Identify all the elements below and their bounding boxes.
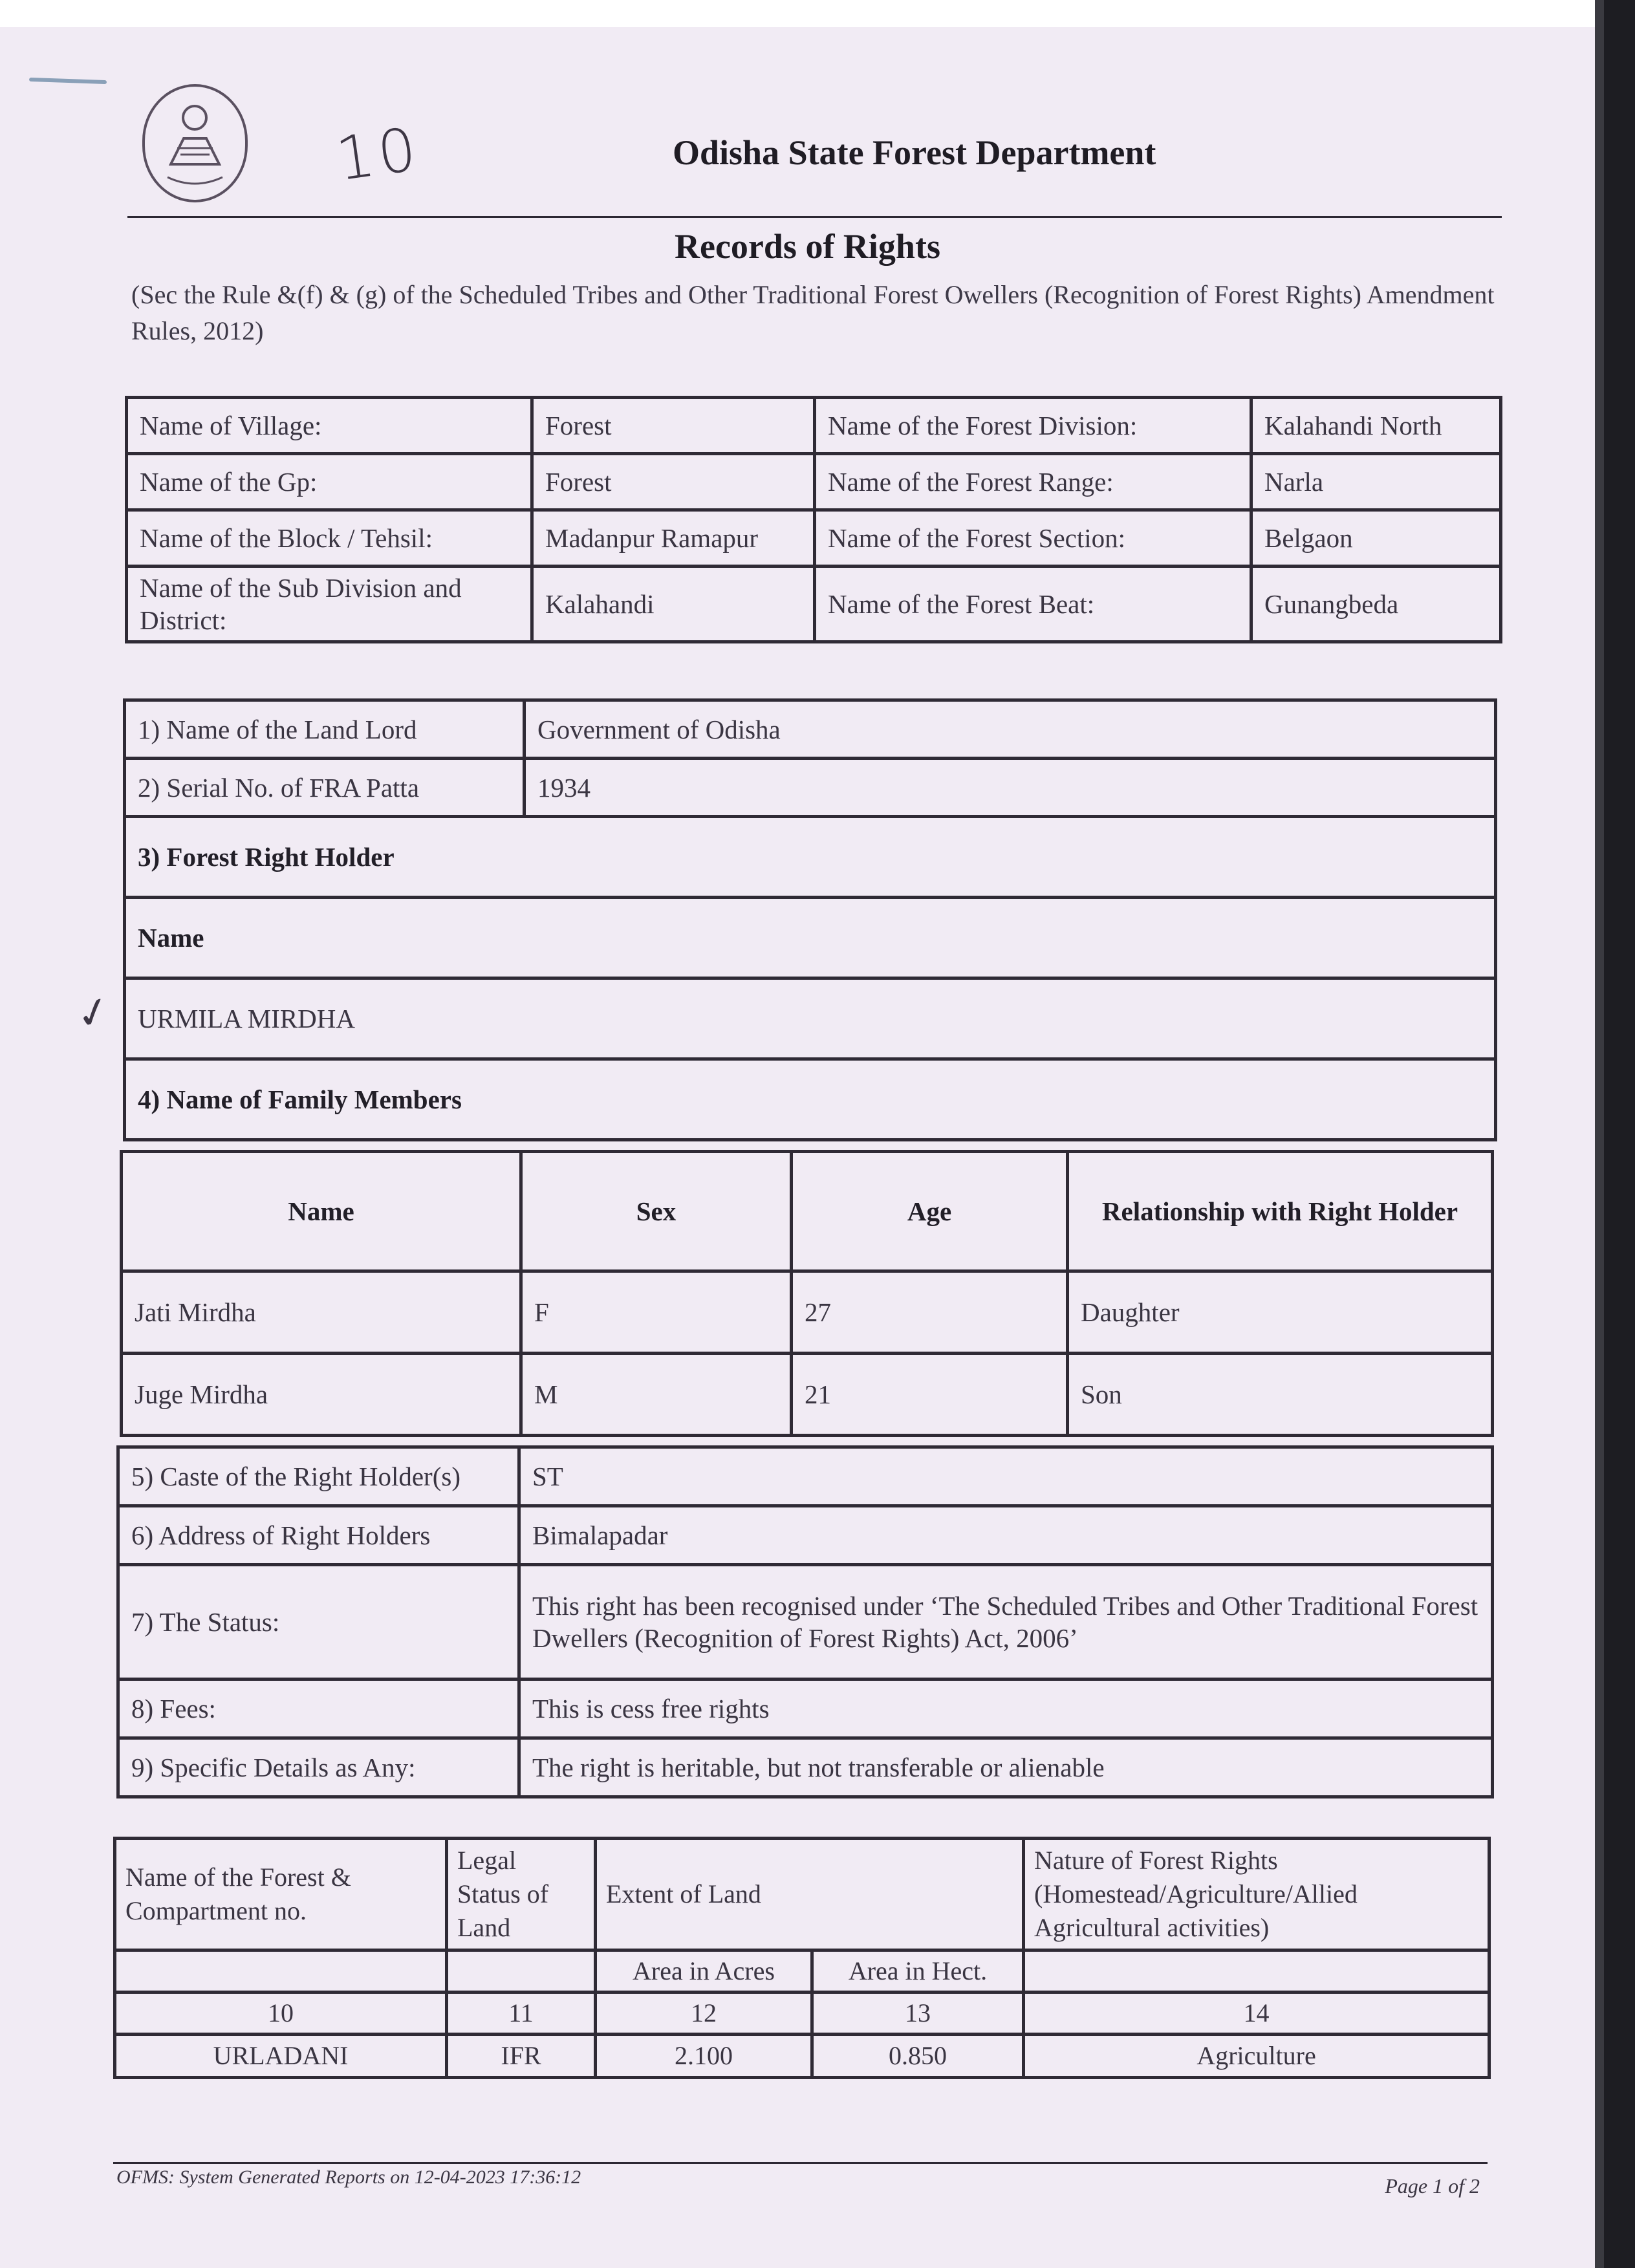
field-label: Name of the Sub Division and District: [127, 567, 532, 642]
details-table [116, 1445, 1494, 1798]
staple-pin [29, 78, 107, 84]
fees-row [118, 1679, 1493, 1738]
field-value: 1934 [525, 759, 1496, 817]
field-value: Belgaon [1251, 510, 1501, 567]
section-heading: 3) Forest Right Holder [125, 817, 1496, 898]
header-divider [127, 216, 1502, 218]
column-header: Legal Status of Land [447, 1839, 596, 1950]
field-value: Forest [532, 454, 815, 510]
area-acres: 2.100 [596, 2035, 812, 2078]
column-header: Extent of Land [596, 1839, 1024, 1950]
rule-reference: (Sec the Rule &(f) & (g) of the Scheduled Tribes and Other Traditional Forest Owellers (Recognition of Forest Rights) Amendment Rules, 2012) [131, 280, 1495, 345]
column-number: 14 [1024, 1993, 1489, 2035]
column-number: 11 [447, 1993, 596, 2035]
empty-cell [447, 1950, 596, 1993]
nature-of-rights: Agriculture [1024, 2035, 1489, 2078]
field-label: 2) Serial No. of FRA Patta [125, 759, 525, 817]
caste-row [118, 1447, 1493, 1506]
name-heading: Name [125, 898, 1496, 978]
member-relation: Son [1068, 1354, 1493, 1436]
field-value: Kalahandi North [1251, 398, 1501, 454]
column-number: 13 [812, 1993, 1024, 2035]
handwritten-number: 10 [332, 114, 424, 195]
field-value: This right has been recognised under ‘The Scheduled Tribes and Other Traditional Forest Dwellers (Recognition of Forest Rights) Act, 2006’ [519, 1565, 1493, 1679]
member-relation: Daughter [1068, 1271, 1493, 1354]
land-header-row [115, 1839, 1489, 1950]
field-label: 6) Address of Right Holders [118, 1506, 519, 1565]
handwritten-tick-icon: ✓ [70, 986, 117, 1041]
field-value: Kalahandi [532, 567, 815, 642]
page-number: Page 1 of 2 [1385, 2174, 1480, 2198]
section-heading: 4) Name of Family Members [125, 1059, 1496, 1140]
table-row [115, 2035, 1489, 2078]
table-row [122, 1354, 1493, 1436]
odisha-emblem-icon [142, 84, 248, 202]
legal-status: IFR [447, 2035, 596, 2078]
status-row [118, 1565, 1493, 1679]
field-label: 1) Name of the Land Lord [125, 700, 525, 759]
member-sex: M [521, 1354, 792, 1436]
column-header: Nature of Forest Rights (Homestead/Agriculture/Allied Agricultural activities) [1024, 1839, 1489, 1950]
empty-cell [115, 1950, 447, 1993]
field-value: Forest [532, 398, 815, 454]
field-label: Name of the Forest Section: [815, 510, 1251, 567]
field-value: Bimalapadar [519, 1506, 1493, 1565]
column-header: Sex [521, 1152, 792, 1271]
column-header: Relationship with Right Holder [1068, 1152, 1493, 1271]
land-table [113, 1837, 1491, 2079]
field-value: Madanpur Ramapur [532, 510, 815, 567]
area-hectares: 0.850 [812, 2035, 1024, 2078]
holder-name-label-row [125, 898, 1496, 978]
column-header: Name [122, 1152, 521, 1271]
member-age: 21 [792, 1354, 1068, 1436]
location-row [127, 510, 1501, 567]
family-table [120, 1150, 1494, 1437]
land-subheader-row [115, 1950, 1489, 1993]
location-row [127, 454, 1501, 510]
forest-name: URLADANI [115, 2035, 447, 2078]
field-value: ST [519, 1447, 1493, 1506]
column-number: 10 [115, 1993, 447, 2035]
field-label: Name of the Forest Beat: [815, 567, 1251, 642]
member-name: Jati Mirdha [122, 1271, 521, 1354]
column-number-row [115, 1993, 1489, 2035]
footer-divider [113, 2162, 1488, 2164]
column-subheader: Area in Hect. [812, 1950, 1024, 1993]
field-label: Name of the Block / Tehsil: [127, 510, 532, 567]
holder-section-row [125, 817, 1496, 898]
department-title: Odisha State Forest Department [673, 133, 1156, 172]
document-title: Records of Rights [675, 227, 940, 266]
holder-table [123, 698, 1497, 1141]
field-value: The right is heritable, but not transferable or alienable [519, 1738, 1493, 1797]
scanner-edge [1595, 0, 1635, 2268]
column-number: 12 [596, 1993, 812, 2035]
right-holder-name: URMILA MIRDHA [125, 978, 1496, 1059]
family-header-row [122, 1152, 1493, 1271]
location-row [127, 567, 1501, 642]
field-label: 7) The Status: [118, 1565, 519, 1679]
column-header: Name of the Forest & Compartment no. [115, 1839, 447, 1950]
field-label: Name of the Forest Division: [815, 398, 1251, 454]
field-label: Name of Village: [127, 398, 532, 454]
column-header: Age [792, 1152, 1068, 1271]
field-value: Narla [1251, 454, 1501, 510]
serial-row [125, 759, 1496, 817]
member-age: 27 [792, 1271, 1068, 1354]
field-label: 8) Fees: [118, 1679, 519, 1738]
field-label: 5) Caste of the Right Holder(s) [118, 1447, 519, 1506]
generated-timestamp: OFMS: System Generated Reports on 12-04-2023 17:36:12 [116, 2166, 581, 2188]
field-value: Government of Odisha [525, 700, 1496, 759]
page-top-edge [0, 0, 1597, 27]
field-value: This is cess free rights [519, 1679, 1493, 1738]
family-section-row [125, 1059, 1496, 1140]
location-row [127, 398, 1501, 454]
column-subheader: Area in Acres [596, 1950, 812, 1993]
address-row [118, 1506, 1493, 1565]
member-name: Juge Mirdha [122, 1354, 521, 1436]
empty-cell [1024, 1950, 1489, 1993]
member-sex: F [521, 1271, 792, 1354]
location-table [125, 396, 1502, 643]
specific-details-row [118, 1738, 1493, 1797]
holder-name-row [125, 978, 1496, 1059]
field-value: Gunangbeda [1251, 567, 1501, 642]
field-label: 9) Specific Details as Any: [118, 1738, 519, 1797]
table-row [122, 1271, 1493, 1354]
field-label: Name of the Forest Range: [815, 454, 1251, 510]
field-label: Name of the Gp: [127, 454, 532, 510]
land-lord-row [125, 700, 1496, 759]
